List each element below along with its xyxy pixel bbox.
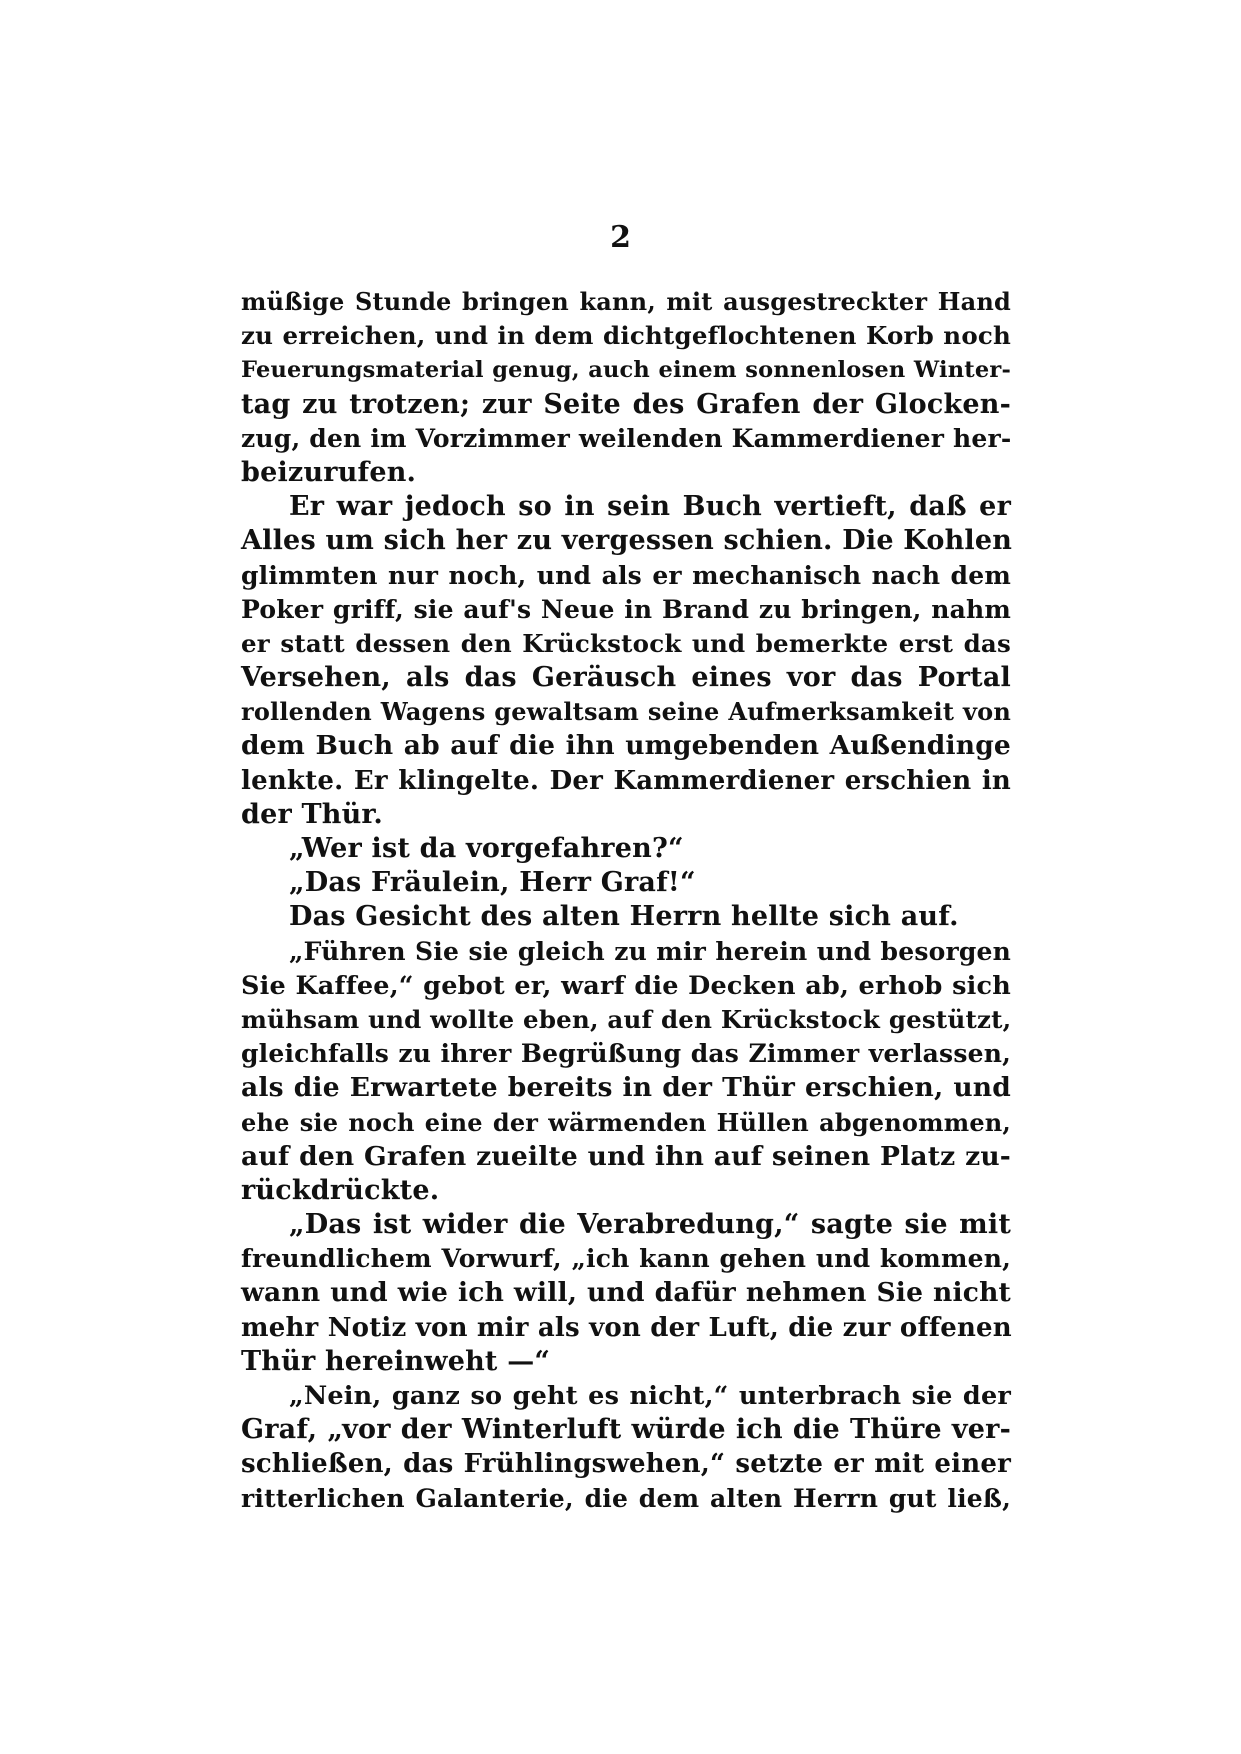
text-line: auf den Grafen zueilte und ihn auf seinen Platz zu- [241, 1140, 1011, 1172]
text-line: lenkte. Er klingelte. Der Kammerdiener erschien in [241, 765, 1011, 796]
text-line: Das Gesicht des alten Herrn hellte sich auf. [289, 901, 959, 933]
text-line: Feuerungsmaterial genug, auch einem sonnenlosen Winter- [241, 357, 1011, 384]
text-line: tag zu trotzen; zur Seite des Grafen der Glocken- [241, 388, 1011, 420]
text-line: „Das ist wider die Verabredung,“ sagte sie mit [289, 1209, 1011, 1241]
text-line: müßige Stunde bringen kann, mit ausgestreckter Hand [241, 287, 1011, 316]
text-line: „Wer ist da vorgefahren?“ [289, 833, 684, 864]
text-line: er statt dessen den Krückstock und bemerkte erst das [241, 628, 1011, 658]
text-line: mehr Notiz von mir als von der Luft, die zur offenen [241, 1312, 1012, 1343]
text-line: glimmten nur noch, und als er mechanisch nach dem [241, 560, 1011, 590]
text-line: Sie Kaffee,“ gebot er, warf die Decken ab, erhob sich [241, 970, 1011, 1001]
text-line: gleichfalls zu ihrer Begrüßung das Zimmer verlassen, [241, 1039, 1011, 1069]
text-line: Versehen, als das Geräusch eines vor das Portal [241, 662, 1011, 694]
text-line: Poker griff, sie auf's Neue in Brand zu bringen, nahm [241, 594, 1011, 624]
text-line: zug, den im Vorzimmer weilenden Kammerdiener her- [241, 423, 1012, 453]
body-text [241, 285, 1011, 1516]
page-number: 2 [610, 220, 631, 255]
text-line: der Thür. [241, 798, 383, 830]
text-line: „Führen Sie sie gleich zu mir herein und besorgen [289, 936, 1011, 966]
text-line: „Das Fräulein, Herr Graf!“ [289, 867, 696, 899]
text-line: rollenden Wagens gewaltsam seine Aufmerksamkeit von [241, 697, 1011, 727]
text-line: dem Buch ab auf die ihn umgebenden Außendinge [241, 730, 1011, 762]
text-line: beizurufen. [241, 456, 417, 488]
text-line: rückdrückte. [241, 1174, 440, 1206]
text-line: als die Erwartete bereits in der Thür erschien, und [241, 1072, 1011, 1104]
text-line: ritterlichen Galanterie, die dem alten Herrn gut ließ, [241, 1483, 1011, 1513]
text-line: ehe sie noch eine der wärmenden Hüllen abgenommen, [241, 1107, 1011, 1137]
text-line: schließen, das Frühlingswehen,“ setzte er mit einer [241, 1449, 1011, 1480]
text-line: Er war jedoch so in sein Buch vertieft, daß er [289, 491, 1011, 523]
text-line: Thür hereinweht —“ [241, 1345, 551, 1377]
text-line: zu erreichen, und in dem dichtgeflochtenen Korb noch [241, 321, 1011, 351]
text-line: wann und wie ich will, und dafür nehmen Sie nicht [241, 1277, 1011, 1309]
text-line: freundlichem Vorwurf, „ich kann gehen und kommen, [241, 1244, 1011, 1274]
text-line: Graf, „vor der Winterluft würde ich die Thüre ver- [241, 1414, 1011, 1446]
text-line: Alles um sich her zu vergessen schien. Die Kohlen [241, 525, 1013, 557]
text-line: mühsam und wollte eben, auf den Krückstock gestützt, [241, 1004, 1012, 1034]
text-line: „Nein, ganz so geht es nicht,“ unterbrach sie der [289, 1381, 1011, 1411]
